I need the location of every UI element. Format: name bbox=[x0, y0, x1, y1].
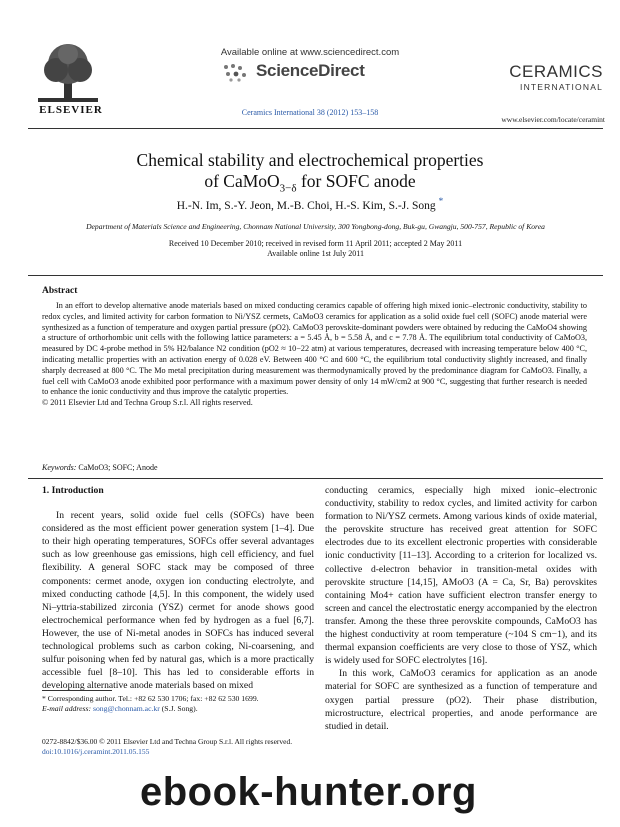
publisher-name: ELSEVIER bbox=[39, 104, 103, 116]
journal-logo-subtitle: INTERNATIONAL bbox=[520, 82, 603, 92]
intro-paragraph-2: conducting ceramics, especially high mixed ionic–electronic conductivity, stability to redox cycles, and limited activity for carbon formation to Ni/YSZ cermets. Among various kinds of oxide material, the perovskite structure has received great attention for SOFC electrodes due to its excellent electronic properties with considerable ionic conductivity [11–13]. According to a criterion for localized vs. collective d-electron behavior in transition-metal oxides with perovskite structure [14,15], AMoO3 (A = Ca, Sr, Ba) perovskites containing Mo4+ cation have sufficient electron transfer energy to screen and cancel the electrostatic energy accompanied by the electron transfer. Among the these three perovskite compounds, CaMoO3 has the highest conductivity at room temperature (~104 S cm−1), and its thermal expansion coefficients are very close to those of YSZ, which is widely used for SOFC electrolytes [16]. bbox=[325, 485, 597, 667]
watermark-text: ebook-hunter.org bbox=[140, 770, 477, 814]
affiliation: Department of Materials Science and Engineering, Chonnam National University, 300 Yongbong-dong, Buk-gu, Gwangju, 500-757, Republic of Korea bbox=[86, 222, 545, 231]
abstract-copyright: © 2011 Elsevier Ltd and Techna Group S.r.l. All rights reserved. bbox=[42, 398, 253, 408]
footnote-divider bbox=[42, 690, 112, 691]
corresponding-author-marker[interactable]: * bbox=[438, 196, 444, 207]
keywords: Keywords: CaMoO3; SOFC; Anode bbox=[42, 463, 158, 472]
article-title: Chemical stability and electrochemical properties of CaMoO$_{3-\delta}$ for SOFC anode bbox=[136, 150, 484, 195]
issn-block: 0272-8842/$36.00 © 2011 Elsevier Ltd and Techna Group S.r.l. All rights reserved. doi:10.1016/j.ceramint.2011.05.155 bbox=[42, 737, 342, 757]
elsevier-tree-logo bbox=[28, 40, 108, 110]
article-dates: Received 10 December 2010; received in revised form 11 April 2011; accepted 2 May 2011 Available online 1st July 2011 bbox=[168, 239, 463, 258]
doi-link[interactable]: doi:10.1016/j.ceramint.2011.05.155 bbox=[42, 747, 150, 756]
sciencedirect-dots-icon bbox=[222, 63, 252, 88]
intro-right-column bbox=[325, 484, 597, 733]
intro-paragraph-1: In recent years, solid oxide fuel cells (SOFCs) have been considered as the most efficient power generation system [1–4]. Due to their high operating temperatures, SOFCs offer several advantages such as low greenhouse gas emissions, high cell efficiency, and fuel flexibility. A general SOFC stack may be composed of three components: cermet anode, oxygen ion conducting electrolyte, and mixed conducting cathode [4,5]. In this component, the widely used Ni–yttria-stabilized zirconia (YSZ) cermet for anode shows good electrochemical performance when fed by hydrogen as a fuel [6,7]. However, the use of Ni-metal anodes in SOFCs has induced several technological problems such as carbon coking, Ni-coarsening, and sulfur poisoning when fed by natural gas, which is a more practically accessible fuel [8–10]. This has led to considerable efforts in developing alternative anode materials based on mixed bbox=[42, 510, 314, 692]
corresponding-footnote: * Corresponding author. Tel.: +82 62 530 1706; fax: +82 62 530 1699. E-mail address: song@chonnam.ac.kr (S.J. Song). bbox=[42, 694, 259, 713]
abstract-heading: Abstract bbox=[42, 286, 78, 296]
abstract-top-divider bbox=[28, 275, 603, 276]
author-list: H.-N. Im, S.-Y. Jeon, M.-B. Choi, H.-S. Kim, S.-J. Song * bbox=[176, 196, 444, 212]
abstract-text: In an effort to develop alternative anode materials based on mixed conducting ceramics capable of offering high mixed ionic–electronic conductivity, stability to redox cycles, and limited activity for carbon formation to Ni/YSZ cermets, CaMoO3 ceramics for application as a solid oxide fuel cell (SOFC) anode material were synthesized as a function of temperature and oxygen partial pressure (pO2). CaMoO3 perovskite-dominant powders were obtained by reducing the CaMoO4 showing a structure of orthorhombic unit cells with the following lattice parameters: a = 5.45 Å, b = 5.58 Å, and c = 7.78 Å. The equilibrium total conductivity of CaMoO3, measured by DC 4-probe method in 5% H2/balance N2 condition (pO2 ≈ 10−22 atm) at various temperatures, decreased with increasing temperature below 400 °C, indicating metallic properties with an activation energy of 0.028 eV. Between 400 °C and 600 °C, the equilibrium total conductivity slightly increased, and finally sharply decreased at 800 °C. The Mo metal precipitation during measurement was thermodynamically proved by the predominance diagram for CaMoO3. Finally, a fuel cell with CaMoO3 anode exhibited poor performance with a maximum power density of only 14 mW/cm2 at 900 °C, suggesting that further research is needed to enhance the ionic conductivity and thus improve the catalytic properties. bbox=[42, 301, 587, 397]
header-divider bbox=[28, 128, 603, 129]
abstract-body bbox=[42, 301, 587, 409]
journal-logo-title: CERAMICS bbox=[509, 62, 603, 81]
journal-url[interactable]: www.elsevier.com/locate/ceramint bbox=[501, 115, 605, 124]
intro-left-column bbox=[42, 484, 314, 692]
section-heading: 1. Introduction bbox=[42, 485, 104, 496]
journal-reference-link[interactable]: Ceramics International 38 (2012) 153–158 bbox=[241, 108, 379, 117]
intro-paragraph-3: In this work, CaMoO3 ceramics for application as an anode material for SOFC are synthesized as a function of temperature and oxygen partial pressure (pO2). Their phase distribution, microstructure, electrical properties, and anode performance are studied in detail. bbox=[325, 668, 597, 732]
available-online-text[interactable]: Available online at www.sciencedirect.com bbox=[220, 47, 400, 58]
sciencedirect-logo[interactable]: ScienceDirect bbox=[256, 61, 365, 80]
abstract-bottom-divider bbox=[28, 478, 603, 479]
author-email-link[interactable]: song@chonnam.ac.kr bbox=[92, 704, 160, 713]
